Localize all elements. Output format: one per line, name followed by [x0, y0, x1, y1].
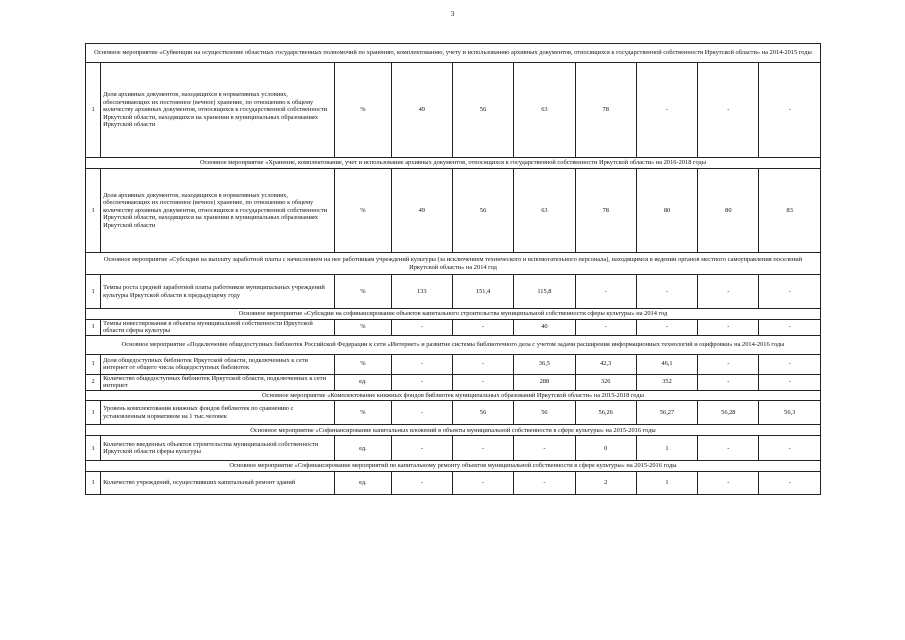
indicator-name: Темпы роста средней заработной платы работников муниципальных учреждений культуры Иркутской области к предыдущему году	[101, 275, 335, 309]
section-header-row	[86, 309, 821, 320]
value-cell: 56	[514, 401, 575, 425]
section-title: Основное мероприятие «Субсидии на выплату заработной платы с начислением на нее работникам учреждений культуры (за исключением технического и вспомогательного персонала), находящимся в ведении органов местного самоуправления поселений Иркутской области» на 2014 год	[86, 253, 821, 275]
section-title: Основное мероприятие «Хранение, комплектование, учет и использование архивных документов, относящихся к государственной собственности Иркутской области» на 2016-2018 годы	[86, 158, 821, 169]
section-title: Основное мероприятие «Софинансирование капитальных вложений в объекты муниципальной собственности в сфере культуры» на 2015-2016 годы	[86, 425, 821, 436]
row-number: 1	[86, 354, 101, 374]
indicator-name: Количество введенных объектов строительства муниципальной собственности Иркутской области сферы культуры	[101, 436, 335, 461]
value-cell: -	[636, 319, 697, 335]
value-cell: 80	[698, 169, 759, 253]
indicator-name: Темпы инвестирования в объекты муниципальной собственности Иркутской области сферы культуры	[101, 319, 335, 335]
value-cell: -	[575, 275, 636, 309]
value-cell: -	[514, 436, 575, 461]
value-cell: 2	[575, 471, 636, 494]
indicator-name: Количество общедоступных библиотек Иркутской области, подключенных к сети интернет	[101, 374, 335, 390]
value-cell: -	[452, 374, 513, 390]
indicator-row	[86, 319, 821, 335]
unit-cell: %	[335, 169, 391, 253]
value-cell: -	[575, 319, 636, 335]
value-cell: 78	[575, 169, 636, 253]
value-cell: 56,27	[636, 401, 697, 425]
indicator-name: Количество учреждений, осуществивших капитальный ремонт зданий	[101, 471, 335, 494]
unit-cell: ед.	[335, 374, 391, 390]
value-cell: -	[391, 471, 452, 494]
value-cell: -	[698, 275, 759, 309]
value-cell: 49	[391, 63, 452, 158]
value-cell: 46,1	[636, 354, 697, 374]
value-cell: -	[759, 354, 821, 374]
value-cell: 40	[514, 319, 575, 335]
section-header-row	[86, 390, 821, 401]
row-number: 1	[86, 275, 101, 309]
indicator-name: Доля архивных документов, находящихся в нормативных условиях, обеспечивающих их постоянное (вечное) хранение, по отношению к общему количеству архивных документов, относящихся к государственной собственности Иркутской области, находящихся на хранении в муниципальных образованиях Иркутской области	[101, 63, 335, 158]
indicator-row	[86, 354, 821, 374]
value-cell: -	[759, 436, 821, 461]
row-number: 1	[86, 169, 101, 253]
indicator-row	[86, 63, 821, 158]
value-cell: 56	[452, 401, 513, 425]
value-cell: 326	[575, 374, 636, 390]
indicator-row	[86, 275, 821, 309]
value-cell: 83	[759, 169, 821, 253]
unit-cell: %	[335, 275, 391, 309]
row-number: 1	[86, 63, 101, 158]
indicator-name: Доля архивных документов, находящихся в нормативных условиях, обеспечивающих их постоянное (вечное) хранение, по отношению к общему количеству архивных документов, относящихся к государственной собственности Иркутской области, находящихся на хранении в муниципальных образованиях Иркутской области	[101, 169, 335, 253]
value-cell: 36,5	[514, 354, 575, 374]
page-number: 3	[450, 10, 455, 18]
row-number: 1	[86, 471, 101, 494]
value-cell: 151,4	[452, 275, 513, 309]
value-cell: 80	[636, 169, 697, 253]
section-header-row	[86, 158, 821, 169]
value-cell: -	[452, 319, 513, 335]
value-cell: -	[698, 319, 759, 335]
indicator-row	[86, 169, 821, 253]
unit-cell: %	[335, 63, 391, 158]
value-cell: -	[759, 319, 821, 335]
row-number: 1	[86, 319, 101, 335]
value-cell: -	[698, 63, 759, 158]
value-cell: 0	[575, 436, 636, 461]
indicator-name: Уровень комплектования книжных фондов библиотек по сравнению с установленным нормативом на 1 тыс.человек	[101, 401, 335, 425]
section-header-row	[86, 253, 821, 275]
indicator-table	[85, 43, 821, 495]
value-cell: -	[391, 401, 452, 425]
value-cell: 56	[452, 169, 513, 253]
value-cell: -	[698, 471, 759, 494]
value-cell: -	[452, 471, 513, 494]
value-cell: -	[759, 374, 821, 390]
section-title: Основное мероприятие «Субсидии на софинансирование объектов капитального строительства муниципальной собственности сферы культуры» на 2014 год	[86, 309, 821, 320]
value-cell: 49	[391, 169, 452, 253]
value-cell: -	[759, 471, 821, 494]
indicator-name: Доля общедоступных библиотек Иркутской области, подключенных к сети интернет от общего числа общедоступных библиотек	[101, 354, 335, 374]
value-cell: 288	[514, 374, 575, 390]
section-title: Основное мероприятие «Комплектование книжных фондов библиотек муниципальных образований Иркутской области» на 2015-2018 годы	[86, 390, 821, 401]
unit-cell: %	[335, 354, 391, 374]
value-cell: 56,28	[698, 401, 759, 425]
value-cell: 56,26	[575, 401, 636, 425]
section-header-row	[86, 44, 821, 63]
value-cell: 42,3	[575, 354, 636, 374]
value-cell: -	[759, 275, 821, 309]
indicator-row	[86, 436, 821, 461]
value-cell: -	[698, 374, 759, 390]
table-body	[86, 44, 821, 495]
value-cell: -	[698, 436, 759, 461]
indicator-row	[86, 471, 821, 494]
value-cell: -	[636, 275, 697, 309]
value-cell: -	[698, 354, 759, 374]
section-title: Основное мероприятие «Софинансирование мероприятий по капитальному ремонту объектов муниципальной собственности в сфере культуры» на 2015-2016 годы	[86, 461, 821, 472]
unit-cell: %	[335, 401, 391, 425]
value-cell: -	[391, 436, 452, 461]
section-header-row	[86, 461, 821, 472]
value-cell: -	[391, 374, 452, 390]
value-cell: -	[452, 354, 513, 374]
value-cell: -	[391, 319, 452, 335]
value-cell: 115,8	[514, 275, 575, 309]
value-cell: 352	[636, 374, 697, 390]
value-cell: -	[514, 471, 575, 494]
section-title: Основное мероприятие «Субвенции на осуществление областных государственных полномочий по хранению, комплектованию, учету и использованию архивных документов, относящихся к государственной собственности Иркутской области» на 2014-2015 годы	[86, 44, 821, 63]
section-title: Основное мероприятие «Подключение общедоступных библиотек Российской Федерации к сети «Интернет» и развитие системы библиотечного дела с учетом задачи расширения информационных технологий и оцифровки» на 2014-2016 годы	[86, 335, 821, 354]
row-number: 2	[86, 374, 101, 390]
indicator-row	[86, 401, 821, 425]
value-cell: 78	[575, 63, 636, 158]
unit-cell: ед.	[335, 436, 391, 461]
section-header-row	[86, 335, 821, 354]
value-cell: 56,3	[759, 401, 821, 425]
value-cell: 133	[391, 275, 452, 309]
value-cell: -	[759, 63, 821, 158]
value-cell: -	[452, 436, 513, 461]
value-cell: 56	[452, 63, 513, 158]
indicator-table-sheet	[85, 43, 821, 495]
value-cell: 63	[514, 169, 575, 253]
value-cell: -	[636, 63, 697, 158]
unit-cell: %	[335, 319, 391, 335]
section-header-row	[86, 425, 821, 436]
row-number: 1	[86, 436, 101, 461]
value-cell: -	[391, 354, 452, 374]
value-cell: 1	[636, 436, 697, 461]
unit-cell: ед.	[335, 471, 391, 494]
row-number: 1	[86, 401, 101, 425]
indicator-row	[86, 374, 821, 390]
value-cell: 63	[514, 63, 575, 158]
value-cell: 1	[636, 471, 697, 494]
